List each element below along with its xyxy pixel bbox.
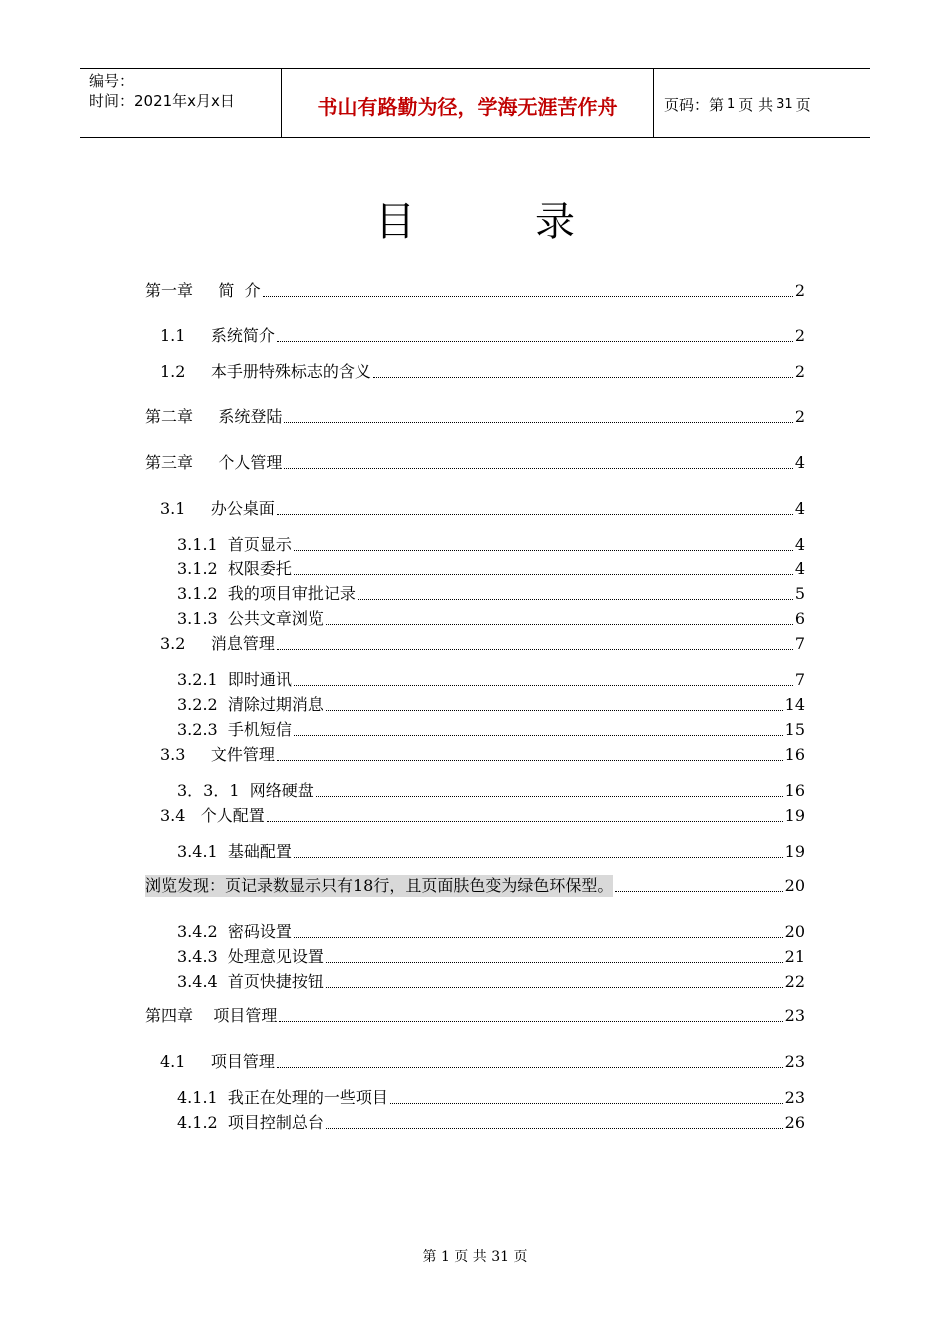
page-total: 31 bbox=[776, 96, 793, 112]
toc-entry[interactable]: 3.2.3 手机短信 15 bbox=[177, 720, 805, 739]
toc-entry[interactable]: 第一章 简 介 2 bbox=[145, 281, 805, 300]
page-prefix: 页码：第 bbox=[664, 95, 725, 114]
toc-entry[interactable]: 3.4 个人配置 19 bbox=[160, 806, 805, 825]
toc-entry-highlighted[interactable]: 浏览发现：页记录数显示只有18行，且页面肤色变为绿色环保型。 20 bbox=[145, 876, 805, 895]
toc-entry[interactable]: 3.4.1 基础配置 19 bbox=[177, 842, 805, 861]
toc-entry[interactable]: 4.1.2 项目控制总台 26 bbox=[177, 1113, 805, 1132]
number-label: 编号： bbox=[89, 72, 135, 90]
header-motto: 书山有路勤为径，学海无涯苦作舟 bbox=[282, 69, 654, 137]
toc-entry[interactable]: 第二章 系统登陆 2 bbox=[145, 407, 805, 426]
toc-entry[interactable]: 3.4.2 密码设置 20 bbox=[177, 922, 805, 941]
page-mid: 页 共 bbox=[738, 95, 774, 114]
toc-entry[interactable]: 3.4.4 首页快捷按钮 22 bbox=[177, 972, 805, 991]
toc-entry[interactable]: 3.2 消息管理 7 bbox=[160, 634, 805, 653]
toc-entry[interactable]: 3.1 办公桌面 4 bbox=[160, 499, 805, 518]
page-footer: 第 1 页 共 31 页 bbox=[422, 1249, 528, 1265]
page-suffix: 页 bbox=[795, 95, 811, 114]
header-page-info bbox=[654, 69, 870, 137]
toc-entry[interactable]: 1.2 本手册特殊标志的含义 2 bbox=[160, 362, 805, 381]
toc-entry[interactable]: 1.1 系统简介 2 bbox=[160, 326, 805, 345]
toc-entry[interactable]: 3.1.2 权限委托 4 bbox=[177, 559, 805, 578]
toc-entry[interactable]: 第三章 个人管理 4 bbox=[145, 453, 805, 472]
toc-entry[interactable]: 3.4.3 处理意见设置 21 bbox=[177, 947, 805, 966]
document-title: 目录 bbox=[375, 199, 695, 245]
toc-entry[interactable]: 3.2.2 清除过期消息 14 bbox=[177, 695, 805, 714]
toc-entry[interactable]: 3.2.1 即时通讯 7 bbox=[177, 670, 805, 689]
toc-entry[interactable]: 第四章 项目管理 23 bbox=[145, 1006, 805, 1025]
toc-entry[interactable]: 4.1.1 我正在处理的一些项目 23 bbox=[177, 1088, 805, 1107]
header-meta bbox=[80, 69, 282, 137]
time-label: 时间：2021年x月x日 bbox=[89, 92, 235, 110]
toc-entry[interactable]: 3.1.1 首页显示 4 bbox=[177, 535, 805, 554]
toc-entry[interactable]: 3.3 文件管理 16 bbox=[160, 745, 805, 764]
page-header bbox=[80, 68, 870, 138]
toc-entry[interactable]: 4.1 项目管理 23 bbox=[160, 1052, 805, 1071]
toc-entry[interactable]: 3．3．1 网络硬盘 16 bbox=[177, 781, 805, 800]
toc-entry[interactable]: 3.1.2 我的项目审批记录 5 bbox=[177, 584, 805, 603]
toc-entry[interactable]: 3.1.3 公共文章浏览 6 bbox=[177, 609, 805, 628]
page-current: 1 bbox=[727, 96, 736, 112]
